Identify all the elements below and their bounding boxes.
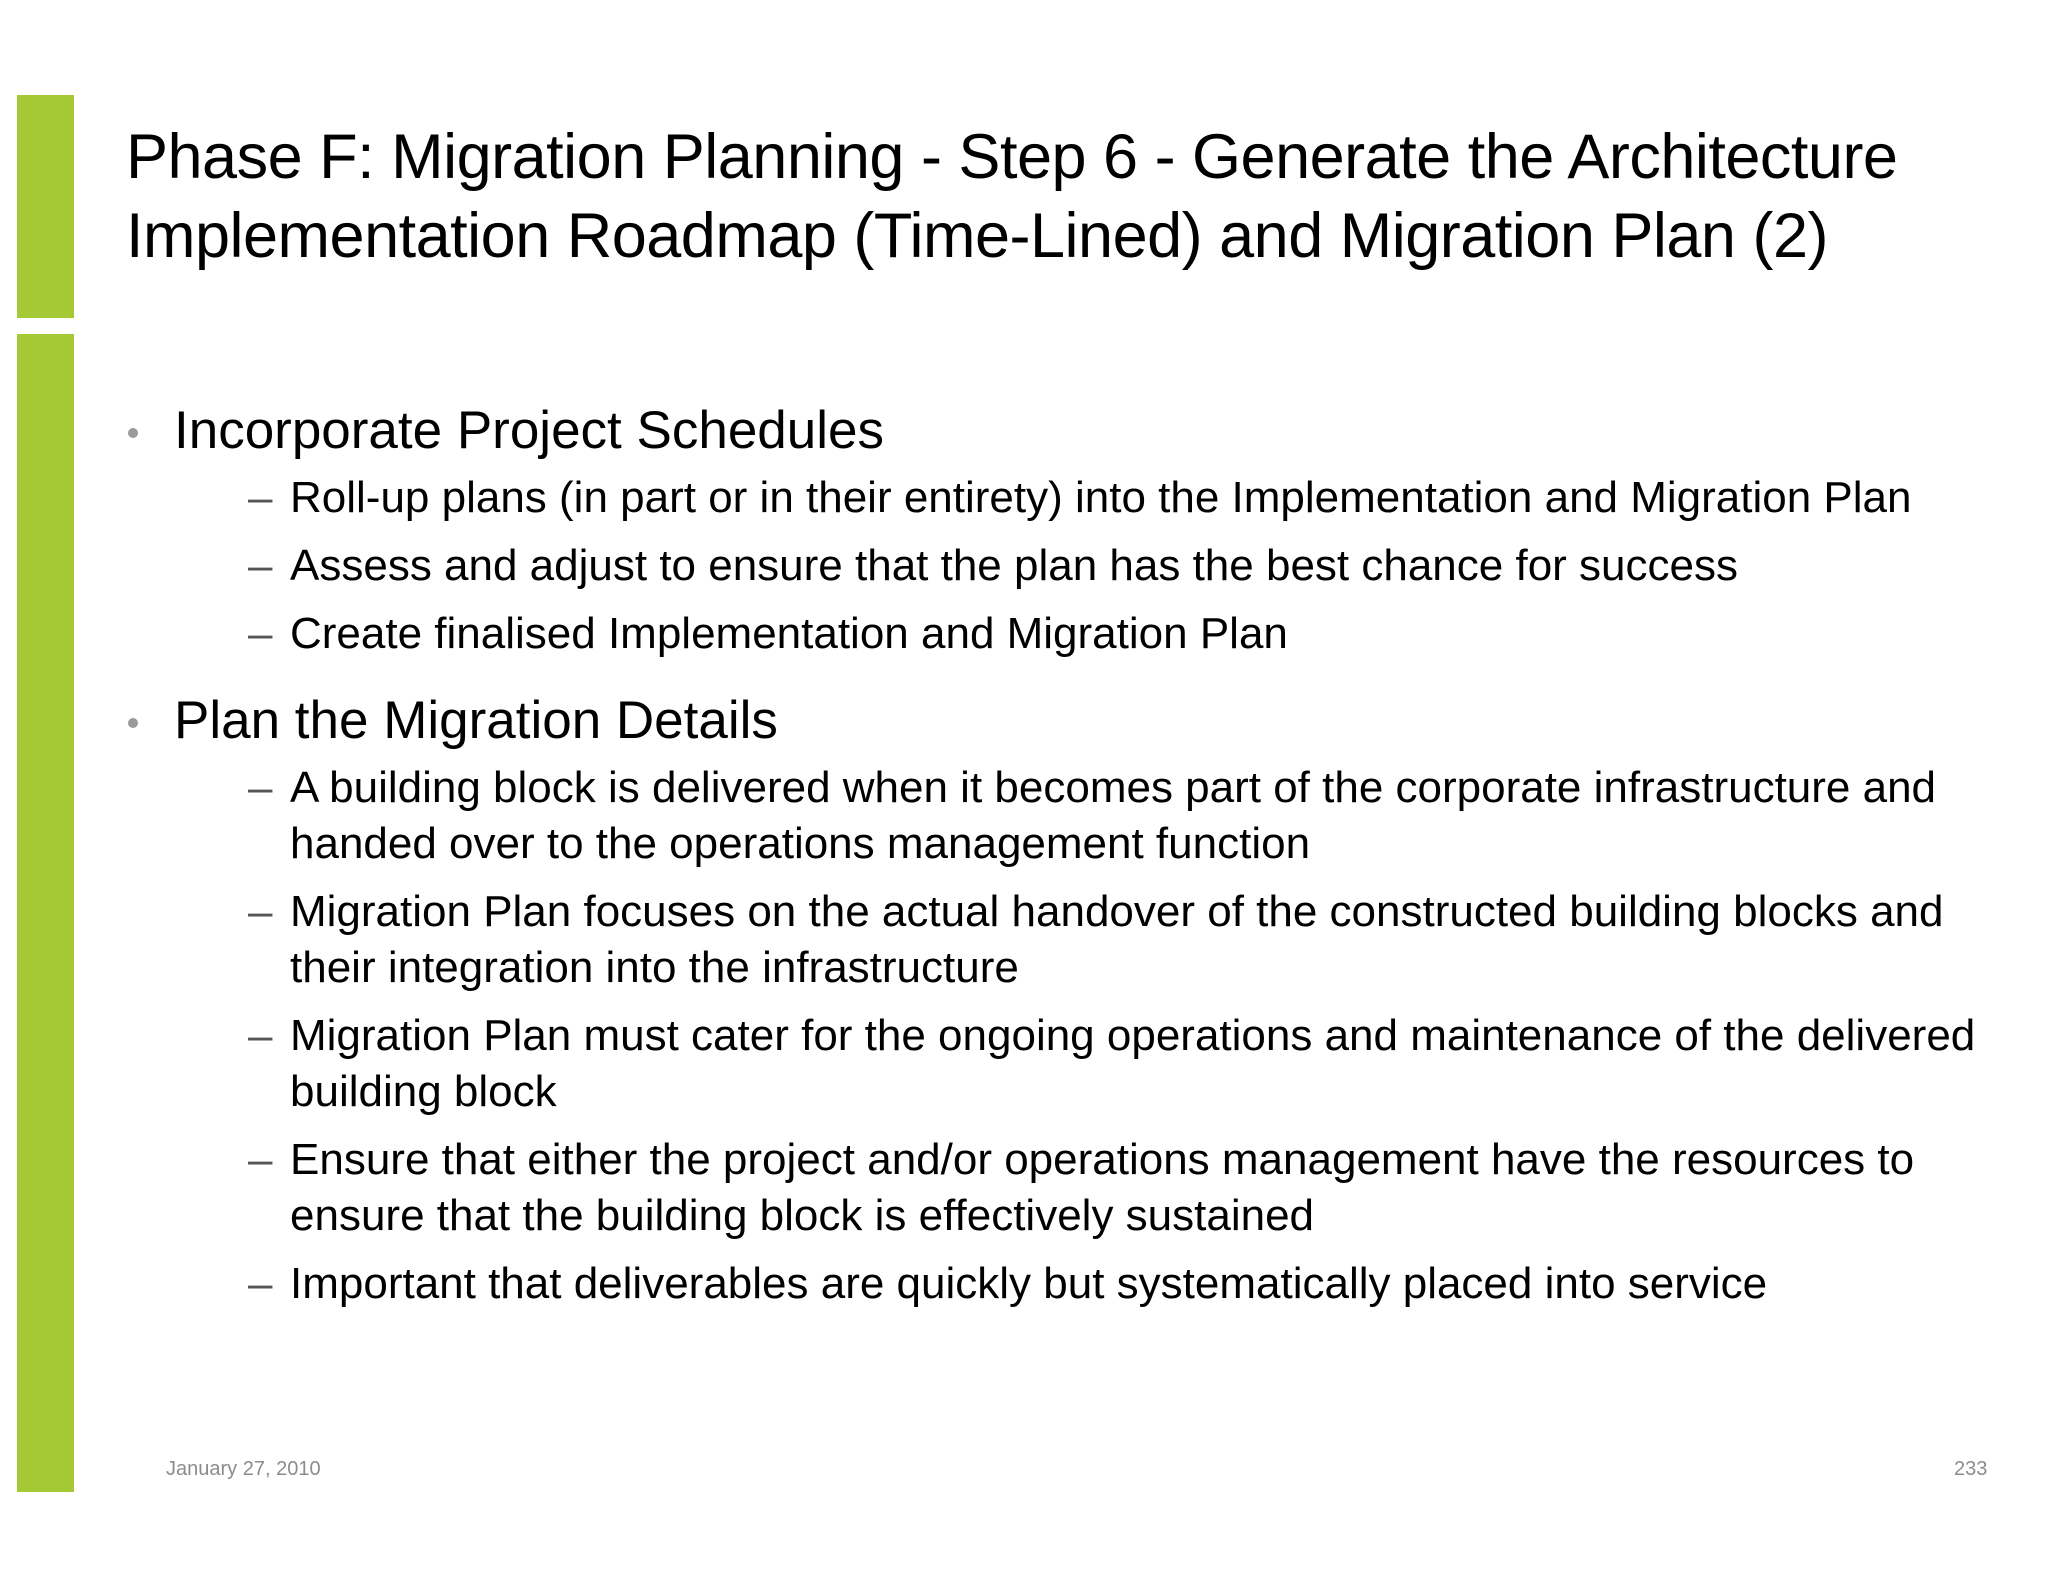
sub-item-text: Migration Plan focuses on the actual handover of the constructed building blocks and their integration into the infrastructure: [290, 887, 1944, 992]
slide-content: [126, 398, 1976, 1324]
accent-bar-top: [17, 95, 74, 318]
bullet-dot-icon: [128, 718, 138, 728]
sub-item-text: Create finalised Implementation and Migration Plan: [290, 609, 1288, 658]
footer-date: January 27, 2010: [166, 1458, 321, 1480]
dash-icon: –: [248, 1135, 273, 1184]
sub-item-text: Important that deliverables are quickly but systematically placed into service: [290, 1259, 1768, 1308]
sub-item: [174, 760, 1976, 872]
dash-icon: –: [248, 887, 273, 936]
sub-list: [174, 760, 1976, 1312]
sub-list: [174, 470, 1976, 662]
slide-title: Phase F: Migration Planning - Step 6 - Generate the Architecture Implementation Roadmap (Time-Lined) and Migration Plan (2): [126, 122, 1898, 271]
sub-item: [174, 606, 1976, 662]
accent-bar-bottom: [17, 334, 74, 1492]
dash-icon: –: [248, 1011, 273, 1060]
sub-item: [174, 1008, 1976, 1120]
sub-item-text: Assess and adjust to ensure that the plan has the best chance for success: [290, 541, 1738, 590]
bullet-dot-icon: [128, 428, 138, 438]
sub-item: [174, 1132, 1976, 1244]
dash-icon: –: [248, 473, 273, 522]
sub-item-text: Ensure that either the project and/or operations management have the resources to ensure that the building block is effectively sustained: [290, 1135, 1915, 1240]
dash-icon: –: [248, 609, 273, 658]
sub-item: [174, 884, 1976, 996]
bullet-item: [126, 688, 1976, 1312]
sub-item-text: Migration Plan must cater for the ongoing operations and maintenance of the delivered building block: [290, 1011, 1976, 1116]
sub-item-text: Roll-up plans (in part or in their entirety) into the Implementation and Migration Plan: [290, 473, 1912, 522]
sub-item: [174, 538, 1976, 594]
sub-item: [174, 1256, 1976, 1312]
page-number: 233: [1954, 1458, 1988, 1480]
bullet-text: Plan the Migration Details: [174, 691, 778, 750]
sub-item: [174, 470, 1976, 526]
dash-icon: –: [248, 541, 273, 590]
bullet-text: Incorporate Project Schedules: [174, 401, 885, 460]
bullet-item: [126, 398, 1976, 662]
dash-icon: –: [248, 1259, 273, 1308]
sub-item-text: A building block is delivered when it becomes part of the corporate infrastructure and handed over to the operations management function: [290, 763, 1937, 868]
dash-icon: –: [248, 763, 273, 812]
